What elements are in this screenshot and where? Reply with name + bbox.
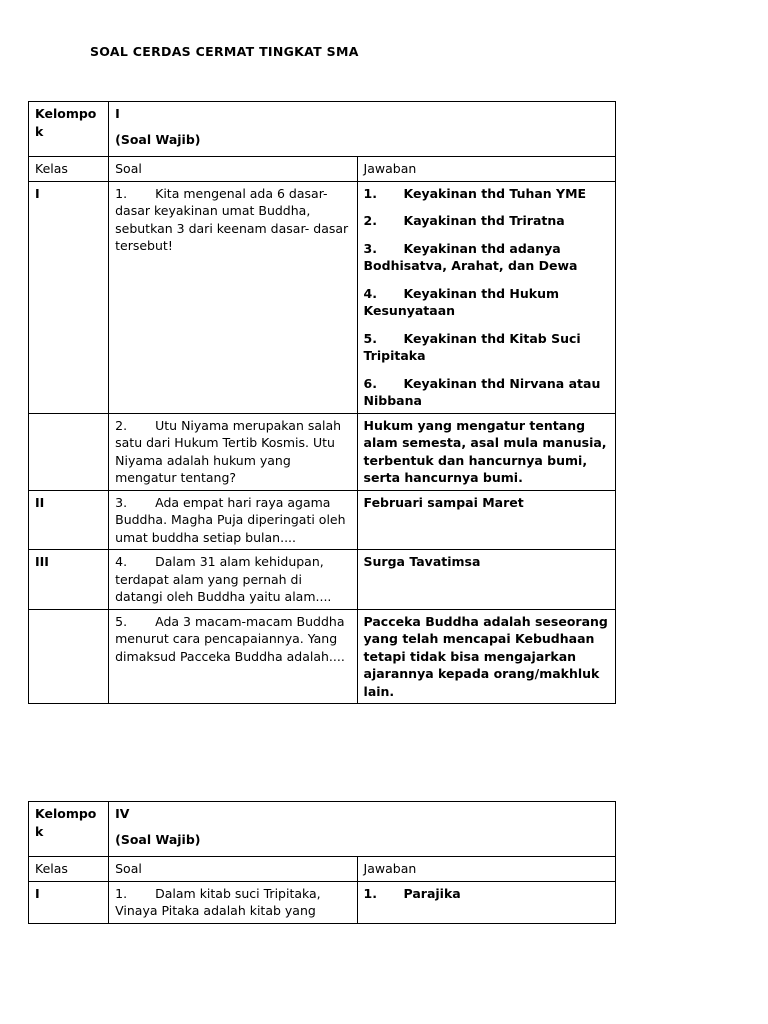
answer-text: Keyakinan thd Kitab Suci Tripitaka [363, 330, 581, 363]
jawaban-cell: Februari sampai Maret [357, 490, 615, 550]
kelompok-info [109, 802, 616, 857]
soal-text: Kita mengenal ada 6 dasar- dasar keyakinan umat Buddha, sebutkan 3 dari keenam dasar- dasar tersebut! [115, 185, 349, 253]
soal-cell [109, 490, 357, 550]
kelompok-value: IV [115, 806, 130, 821]
kelompok-label: Kelompok [29, 802, 109, 857]
kelas-cell: II [29, 490, 109, 550]
soal-number: 3. [115, 494, 128, 510]
list-item [364, 375, 609, 410]
answer-number: 5. [363, 330, 377, 346]
table-row [29, 881, 616, 923]
jawaban-cell [357, 881, 615, 923]
list-item [364, 185, 609, 203]
kelompok-info [109, 102, 616, 157]
list-item [364, 330, 609, 365]
jawaban-cell: Pacceka Buddha adalah seseorang yang telah mencapai Kebudhaan tetapi tidak bisa mengajarkan ajarannya kepada orang/makhluk lain. [357, 609, 615, 704]
soal-cell [109, 881, 357, 923]
answer-number: 2. [363, 213, 377, 228]
kelompok-row [29, 802, 616, 857]
soal-number: 5. [115, 613, 128, 629]
soal-number: 1. [115, 185, 128, 201]
header-jawaban: Jawaban [357, 857, 615, 882]
header-soal: Soal [109, 857, 357, 882]
kelas-cell [29, 413, 109, 490]
soal-text: Dalam kitab suci Tripitaka, Vinaya Pitaka adalah kitab yang [115, 885, 321, 918]
kelompok-note: (Soal Wajib) [115, 831, 201, 847]
soal-number: 1. [115, 885, 128, 901]
answer-number: 1. [363, 185, 377, 201]
table-row [29, 550, 616, 610]
kelas-cell: III [29, 550, 109, 610]
answer-number: 3. [363, 240, 377, 256]
kelas-cell: I [29, 181, 109, 413]
soal-number: 4. [115, 554, 128, 569]
answer-list [364, 185, 609, 410]
answer-number: 6. [363, 375, 377, 391]
answer-text: Keyakinan thd Tuhan YME [403, 185, 587, 201]
answer-text: Keyakinan thd Hukum Kesunyataan [363, 285, 560, 318]
header-soal: Soal [109, 157, 357, 182]
kelompok-row [29, 102, 616, 157]
table-row [29, 609, 616, 704]
soal-cell [109, 550, 357, 610]
answer-number: 4. [363, 285, 377, 301]
header-kelas: Kelas [29, 857, 109, 882]
kelompok-label: Kelompok [29, 102, 109, 157]
question-table-kelompok-1 [28, 101, 616, 704]
list-item [364, 240, 609, 275]
soal-cell [109, 413, 357, 490]
soal-text: Utu Niyama merupakan salah satu dari Hukum Tertib Kosmis. Utu Niyama adalah hukum yang mengatur tentang? [115, 417, 342, 485]
answer-text: Keyakinan thd Nirvana atau Nibbana [363, 375, 601, 408]
list-item [364, 885, 609, 903]
soal-text: Ada 3 macam-macam Buddha menurut cara pencapaiannya. Yang dimaksud Pacceka Buddha adalah.... [115, 613, 345, 664]
table-row [29, 413, 616, 490]
kelas-cell [29, 609, 109, 704]
table-row [29, 490, 616, 550]
question-table-kelompok-4 [28, 801, 616, 924]
answer-text: Parajika [403, 885, 461, 901]
soal-text: Dalam 31 alam kehidupan, terdapat alam yang pernah di datangi oleh Buddha yaitu alam.... [115, 554, 332, 604]
list-item [364, 285, 609, 320]
jawaban-cell: Surga Tavatimsa [357, 550, 615, 610]
soal-cell [109, 609, 357, 704]
soal-text: Ada empat hari raya agama Buddha. Magha Puja diperingati oleh umat buddha setiap bulan.... [115, 494, 346, 545]
list-item [364, 212, 609, 230]
header-row [29, 157, 616, 182]
header-kelas: Kelas [29, 157, 109, 182]
table-row [29, 181, 616, 413]
soal-cell [109, 181, 357, 413]
answer-text: Kayakinan thd Triratna [403, 213, 565, 228]
header-row [29, 857, 616, 882]
kelompok-note: (Soal Wajib) [115, 131, 201, 147]
kelompok-value: I [115, 106, 120, 121]
jawaban-cell [357, 181, 615, 413]
answer-list [364, 885, 609, 903]
header-jawaban: Jawaban [357, 157, 615, 182]
document-title: SOAL CERDAS CERMAT TINGKAT SMA [90, 44, 359, 59]
kelas-cell: I [29, 881, 109, 923]
soal-number: 2. [115, 417, 128, 433]
answer-text: Keyakinan thd adanya Bodhisatva, Arahat, dan Dewa [363, 240, 578, 273]
jawaban-cell: Hukum yang mengatur tentang alam semesta, asal mula manusia, terbentuk dan hancurnya bumi, serta hancurnya bumi. [357, 413, 615, 490]
answer-number: 1. [363, 885, 377, 901]
